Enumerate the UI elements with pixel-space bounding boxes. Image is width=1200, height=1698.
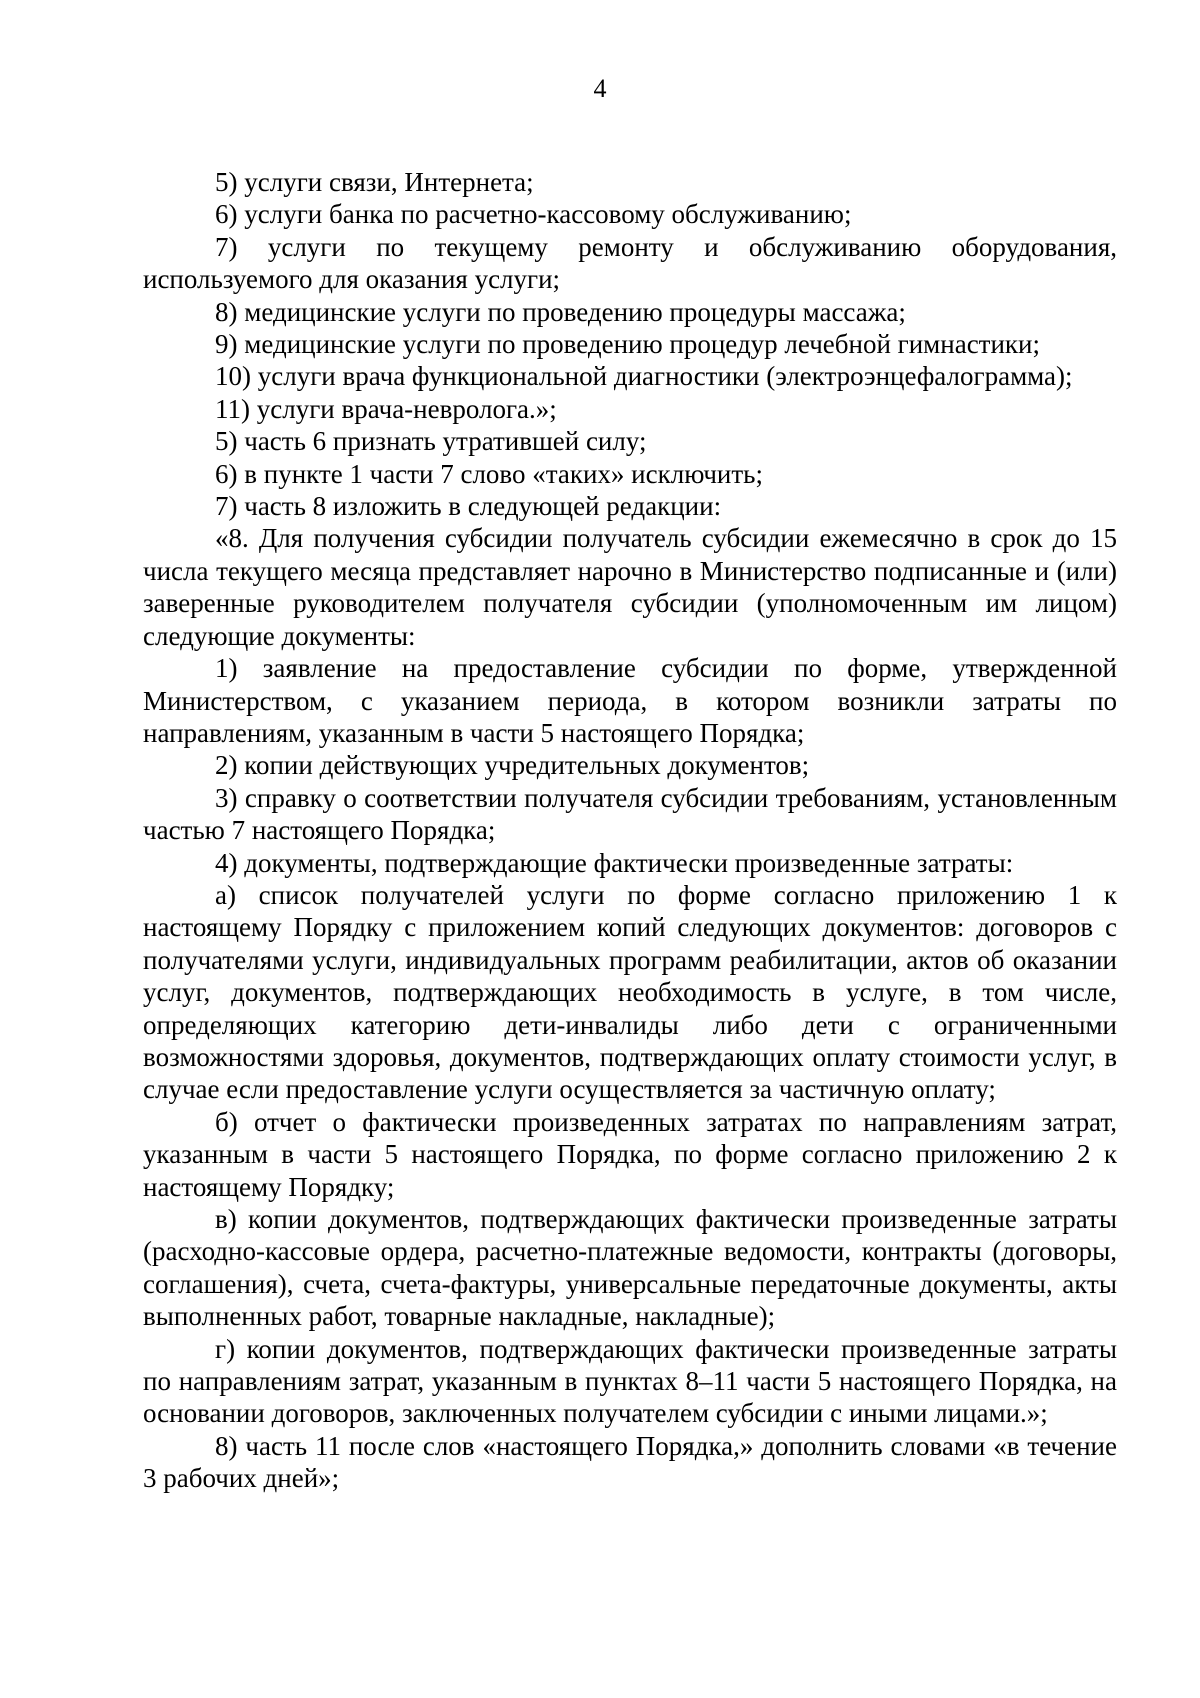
page-number: 4 — [593, 74, 607, 103]
part-8-item-4a: а) список получателей услуги по форме согласно приложению 1 к настоящему Порядку с приложением копий следующих документов: договоров с получателями услуги, индивидуальных программ реабилитации, актов об оказании услуг, документов, подтверждающих необходимость в услуге, в том числе, определяющих категорию дети-инвалиды либо дети с ограниченными возможностями здоровья, документов, подтверждающих оплату стоимости услуг, в случае если предоставление услуги осуществляется за частичную оплату; — [143, 879, 1117, 1105]
list-item-5-communication: 5) услуги связи, Интернета; — [215, 167, 534, 197]
part-8-item-1: 1) заявление на предоставление субсидии по форме, утвержденной Министерством, с указанием периода, в котором возникли затраты по направлениям, указанным в части 5 настоящего Порядка; — [143, 653, 1117, 748]
part-8-item-4: 4) документы, подтверждающие фактически произведенные затраты: — [215, 847, 1014, 878]
list-item-9-gymnastics: 9) медицинские услуги по проведению процедур лечебной гимнастики; — [215, 329, 1041, 360]
list-item-7-equipment-repair: 7) услуги по текущему ремонту и обслуживанию оборудования, используемого для оказания услуги; — [143, 231, 1117, 295]
part-8-intro: «8. Для получения субсидии получатель субсидии ежемесячно в срок до 15 числа текущего месяца представляет нарочно в Министерство подписанные и (или) заверенные руководителем получателя субсидии (уполномоченным им лицом) следующие документы: — [143, 523, 1117, 651]
list-item-10-diagnostics: 10) услуги врача функциональной диагностики (электроэнцефалограмма); — [215, 361, 1073, 392]
amendment-6: 6) в пункте 1 части 7 слово «таких» исключить; — [215, 458, 763, 489]
part-8-item-3: 3) справку о соответствии получателя субсидии требованиям, установленным частью 7 настоящего Порядка; — [143, 782, 1117, 846]
part-8-item-4g: г) копии документов, подтверждающих фактически произведенные затраты по направлениям затрат, указанным в пунктах 8–11 части 5 настоящего Порядка, на основании договоров, заключенных получателем субсидии с иными лицами.»; — [143, 1333, 1117, 1429]
amendment-8: 8) часть 11 после слов «настоящего Порядка,» дополнить словами «в течение 3 рабочих дней»; — [143, 1430, 1117, 1494]
part-8-item-4v: в) копии документов, подтверждающих фактически произведенные затраты (расходно-кассовые ордера, расчетно-платежные ведомости, контракты (договоры, соглашения), счета, счета-фактуры, универсальные передаточные документы, акты выполненных работ, товарные накладные, накладные); — [143, 1204, 1117, 1332]
list-item-11-neurologist: 11) услуги врача-невролога.»; — [215, 393, 557, 424]
amendment-5: 5) часть 6 признать утратившей силу; — [215, 426, 647, 457]
part-8-item-2: 2) копии действующих учредительных документов; — [215, 750, 810, 781]
list-item-6-bank-services: 6) услуги банка по расчетно-кассовому обслуживанию; — [215, 199, 852, 230]
amendment-7: 7) часть 8 изложить в следующей редакции: — [215, 491, 722, 522]
document-body — [143, 166, 1117, 1495]
list-item-8-massage: 8) медицинские услуги по проведению процедуры массажа; — [215, 296, 906, 327]
part-8-item-4b: б) отчет о фактически произведенных затратах по направлениям затрат, указанным в части 5 настоящего Порядка, по форме согласно приложению 2 к настоящему Порядку; — [143, 1106, 1117, 1202]
